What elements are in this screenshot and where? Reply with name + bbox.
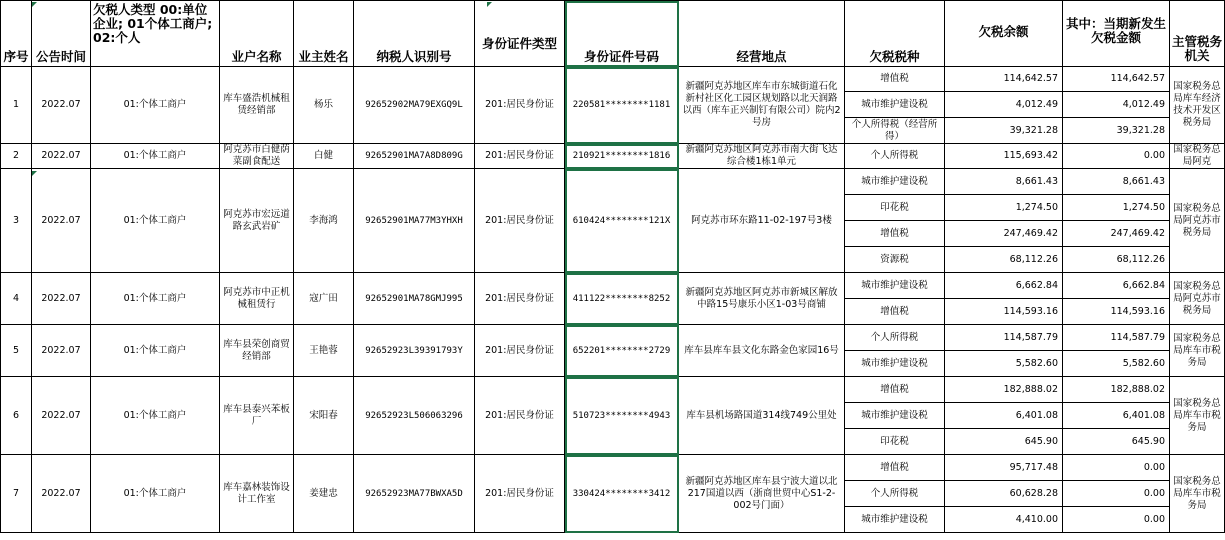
cell-current[interactable]: 68,112.26	[1063, 247, 1170, 273]
cell-tax-kind[interactable]: 增值税	[845, 299, 945, 325]
cell-taxpayer-type[interactable]: 01:个体工商户	[91, 144, 220, 169]
cell-current[interactable]: 8,661.43	[1063, 169, 1170, 195]
cell-tax-kind[interactable]: 增值税	[845, 455, 945, 481]
cell-address[interactable]: 新疆阿克苏地区库车县宁波大道以北217国道以西（浙商世贸中心S1-2-002号门面）	[679, 455, 845, 533]
table-row	[1, 325, 1225, 351]
header-date[interactable]: 公告时间	[32, 1, 91, 67]
cell-name[interactable]: 阿克苏市宏远道路玄武岩矿	[220, 169, 294, 273]
cell-authority[interactable]: 国家税务总局阿克苏市税务局	[1170, 169, 1225, 273]
cell-date[interactable]: 2022.07	[32, 325, 91, 377]
cell-tax-id[interactable]: 92652923L39391793Y	[354, 325, 475, 377]
cell-date[interactable]: 2022.07	[32, 273, 91, 325]
header-tax-kind[interactable]: 欠税税种	[845, 1, 945, 67]
cell-owner[interactable]: 姜建忠	[294, 455, 354, 533]
cell-authority[interactable]: 国家税务总局库车市税务局	[1170, 325, 1225, 377]
cell-tax-kind[interactable]: 增值税	[845, 377, 945, 403]
cell-tax-kind[interactable]: 城市维护建设税	[845, 507, 945, 533]
header-owner[interactable]: 业主姓名	[294, 1, 354, 67]
cell-tax-kind[interactable]: 增值税	[845, 67, 945, 92]
cell-current[interactable]: 1,274.50	[1063, 195, 1170, 221]
cell-current[interactable]: 114,642.57	[1063, 67, 1170, 92]
cell-id-no[interactable]: 330424********3412	[565, 455, 679, 533]
cell-taxpayer-type[interactable]: 01:个体工商户	[91, 455, 220, 533]
table-row	[1, 169, 1225, 195]
cell-seq[interactable]: 5	[1, 325, 32, 377]
cell-seq[interactable]: 2	[1, 144, 32, 169]
cell-owner[interactable]: 杨乐	[294, 67, 354, 144]
cell-tax-kind[interactable]: 城市维护建设税	[845, 273, 945, 299]
cell-address[interactable]: 新疆阿克苏地区阿克苏市南大街飞达综合楼1栋1单元	[679, 144, 845, 169]
cell-balance[interactable]: 114,593.16	[945, 299, 1063, 325]
cell-balance[interactable]: 68,112.26	[945, 247, 1063, 273]
cell-id-type[interactable]: 201:居民身份证	[475, 455, 565, 533]
cell-tax-kind[interactable]: 个人所得税（经营所得）	[845, 118, 945, 144]
cell-owner[interactable]: 寇广田	[294, 273, 354, 325]
header-row	[1, 1, 1225, 67]
cell-current[interactable]: 4,012.49	[1063, 92, 1170, 118]
cell-id-no[interactable]: 652201********2729	[565, 325, 679, 377]
cell-current[interactable]: 0.00	[1063, 144, 1170, 169]
cell-address[interactable]: 阿克苏市环东路11-02-197号3楼	[679, 169, 845, 273]
header-seq[interactable]: 序号	[1, 1, 32, 67]
cell-current[interactable]: 5,582.60	[1063, 351, 1170, 377]
cell-current[interactable]: 114,593.16	[1063, 299, 1170, 325]
cell-owner[interactable]: 李海鸿	[294, 169, 354, 273]
cell-tax-id[interactable]: 92652902MA79EXGQ9L	[354, 67, 475, 144]
header-balance[interactable]: 欠税余额	[945, 1, 1063, 67]
cell-authority[interactable]: 国家税务总局库车经济技术开发区税务局	[1170, 67, 1225, 144]
cell-current[interactable]: 0.00	[1063, 481, 1170, 507]
cell-seq[interactable]: 3	[1, 169, 32, 273]
cell-address[interactable]: 新疆阿克苏地区库车市东城街道石化新村社区化工园区规划路以北天润路以西（库车正兴制钉有限公司）院内2号房	[679, 67, 845, 144]
cell-indicator-icon	[487, 2, 492, 7]
cell-taxpayer-type[interactable]: 01:个体工商户	[91, 377, 220, 455]
cell-balance[interactable]: 645.90	[945, 429, 1063, 455]
table-body	[1, 67, 1225, 533]
cell-id-type[interactable]: 201:居民身份证	[475, 273, 565, 325]
header-name[interactable]: 业户名称	[220, 1, 294, 67]
cell-id-no[interactable]: 210921********1816	[565, 144, 679, 169]
cell-name[interactable]: 库车县泰兴苯板厂	[220, 377, 294, 455]
cell-address[interactable]: 库车县机场路国道314线749公里处	[679, 377, 845, 455]
cell-tax-kind[interactable]: 城市维护建设税	[845, 169, 945, 195]
cell-tax-kind[interactable]: 增值税	[845, 221, 945, 247]
cell-current[interactable]: 6,401.08	[1063, 403, 1170, 429]
cell-balance[interactable]: 114,587.79	[945, 325, 1063, 351]
cell-balance[interactable]: 95,717.48	[945, 455, 1063, 481]
cell-owner[interactable]: 王艳蓉	[294, 325, 354, 377]
cell-tax-kind[interactable]: 个人所得税	[845, 481, 945, 507]
cell-address[interactable]: 库车县库车县文化东路金色家园16号	[679, 325, 845, 377]
cell-tax-kind[interactable]: 城市维护建设税	[845, 92, 945, 118]
cell-owner[interactable]: 白健	[294, 144, 354, 169]
cell-current[interactable]: 182,888.02	[1063, 377, 1170, 403]
cell-current[interactable]: 247,469.42	[1063, 221, 1170, 247]
cell-balance[interactable]: 6,662.84	[945, 273, 1063, 299]
cell-tax-kind[interactable]: 资源税	[845, 247, 945, 273]
cell-authority[interactable]: 国家税务总局库车市税务局	[1170, 455, 1225, 533]
cell-balance[interactable]: 4,012.49	[945, 92, 1063, 118]
cell-current[interactable]: 39,321.28	[1063, 118, 1170, 144]
cell-date[interactable]: 2022.07	[32, 67, 91, 144]
header-tax-id[interactable]: 纳税人识别号	[354, 1, 475, 67]
cell-seq[interactable]: 1	[1, 67, 32, 144]
cell-date[interactable]: 2022.07	[32, 144, 91, 169]
cell-id-no[interactable]: 510723********4943	[565, 377, 679, 455]
cell-id-type[interactable]: 201:居民身份证	[475, 144, 565, 169]
cell-balance[interactable]: 182,888.02	[945, 377, 1063, 403]
cell-tax-id[interactable]: 92652923L506063296	[354, 377, 475, 455]
cell-balance[interactable]: 247,469.42	[945, 221, 1063, 247]
cell-name[interactable]: 阿克苏市中正机械租赁行	[220, 273, 294, 325]
cell-id-type[interactable]: 201:居民身份证	[475, 325, 565, 377]
table-row	[1, 67, 1225, 92]
cell-seq[interactable]: 4	[1, 273, 32, 325]
cell-balance[interactable]: 1,274.50	[945, 195, 1063, 221]
cell-current[interactable]: 0.00	[1063, 507, 1170, 533]
cell-indicator-icon	[32, 171, 37, 176]
cell-tax-kind[interactable]: 印花税	[845, 429, 945, 455]
header-id-type[interactable]: 身份证件类型	[475, 1, 565, 67]
cell-current[interactable]: 6,662.84	[1063, 273, 1170, 299]
cell-seq[interactable]: 6	[1, 377, 32, 455]
cell-current[interactable]: 114,587.79	[1063, 325, 1170, 351]
cell-taxpayer-type[interactable]: 01:个体工商户	[91, 67, 220, 144]
header-authority[interactable]: 主管税务机关	[1170, 1, 1225, 67]
cell-tax-kind[interactable]: 城市维护建设税	[845, 403, 945, 429]
cell-tax-kind[interactable]: 个人所得税	[845, 325, 945, 351]
cell-id-type[interactable]: 201:居民身份证	[475, 67, 565, 144]
cell-name[interactable]: 阿克苏市白健荫菜副食配送	[220, 144, 294, 169]
cell-current[interactable]: 645.90	[1063, 429, 1170, 455]
cell-current[interactable]: 0.00	[1063, 455, 1170, 481]
cell-balance[interactable]: 8,661.43	[945, 169, 1063, 195]
cell-balance[interactable]: 114,642.57	[945, 67, 1063, 92]
cell-id-no[interactable]: 411122********8252	[565, 273, 679, 325]
cell-authority[interactable]: 国家税务总局库车市税务局	[1170, 377, 1225, 455]
cell-taxpayer-type[interactable]: 01:个体工商户	[91, 273, 220, 325]
cell-balance[interactable]: 115,693.42	[945, 144, 1063, 169]
cell-balance[interactable]: 5,582.60	[945, 351, 1063, 377]
cell-authority[interactable]: 国家税务总局阿克苏市税务局	[1170, 273, 1225, 325]
cell-balance[interactable]: 60,628.28	[945, 481, 1063, 507]
cell-name[interactable]: 库车盛浩机械租赁经销部	[220, 67, 294, 144]
cell-balance[interactable]: 4,410.00	[945, 507, 1063, 533]
cell-name[interactable]: 库车嘉林装饰设计工作室	[220, 455, 294, 533]
cell-tax-id[interactable]: 92652901MA7A8D809G	[354, 144, 475, 169]
cell-id-type[interactable]: 201:居民身份证	[475, 169, 565, 273]
table-row	[1, 273, 1225, 299]
table-row	[1, 144, 1225, 169]
cell-taxpayer-type[interactable]: 01:个体工商户	[91, 169, 220, 273]
cell-date[interactable]: 2022.07	[32, 169, 91, 273]
table-row	[1, 377, 1225, 403]
cell-tax-id[interactable]: 92652923MA77BWXA5D	[354, 455, 475, 533]
cell-owner[interactable]: 宋阳春	[294, 377, 354, 455]
cell-id-no[interactable]: 610424********121X	[565, 169, 679, 273]
cell-authority[interactable]: 国家税务总局阿克	[1170, 144, 1225, 169]
cell-tax-kind[interactable]: 城市维护建设税	[845, 351, 945, 377]
cell-tax-kind[interactable]: 个人所得税	[845, 144, 945, 169]
header-current[interactable]: 其中：当期新发生欠税金额	[1063, 1, 1170, 67]
cell-balance[interactable]: 6,401.08	[945, 403, 1063, 429]
cell-id-no[interactable]: 220581********1181	[565, 67, 679, 144]
header-address[interactable]: 经营地点	[679, 1, 845, 67]
cell-indicator-icon	[32, 2, 37, 7]
cell-balance[interactable]: 39,321.28	[945, 118, 1063, 144]
cell-tax-id[interactable]: 92652901MA78GMJ995	[354, 273, 475, 325]
cell-id-type[interactable]: 201:居民身份证	[475, 377, 565, 455]
cell-tax-kind[interactable]: 印花税	[845, 195, 945, 221]
cell-name[interactable]: 库车县荣创商贸经销部	[220, 325, 294, 377]
cell-date[interactable]: 2022.07	[32, 377, 91, 455]
cell-date[interactable]: 2022.07	[32, 455, 91, 533]
cell-tax-id[interactable]: 92652901MA77M3YHXH	[354, 169, 475, 273]
cell-taxpayer-type[interactable]: 01:个体工商户	[91, 325, 220, 377]
header-taxpayer-type[interactable]: 欠税人类型 00:单位企业; 01个体工商户; 02:个人	[91, 1, 220, 67]
cell-seq[interactable]: 7	[1, 455, 32, 533]
header-id-no[interactable]: 身份证件号码	[565, 1, 679, 67]
cell-address[interactable]: 新疆阿克苏地区阿克苏市新城区解放中路15号康乐小区1-03号商铺	[679, 273, 845, 325]
table-row	[1, 455, 1225, 481]
